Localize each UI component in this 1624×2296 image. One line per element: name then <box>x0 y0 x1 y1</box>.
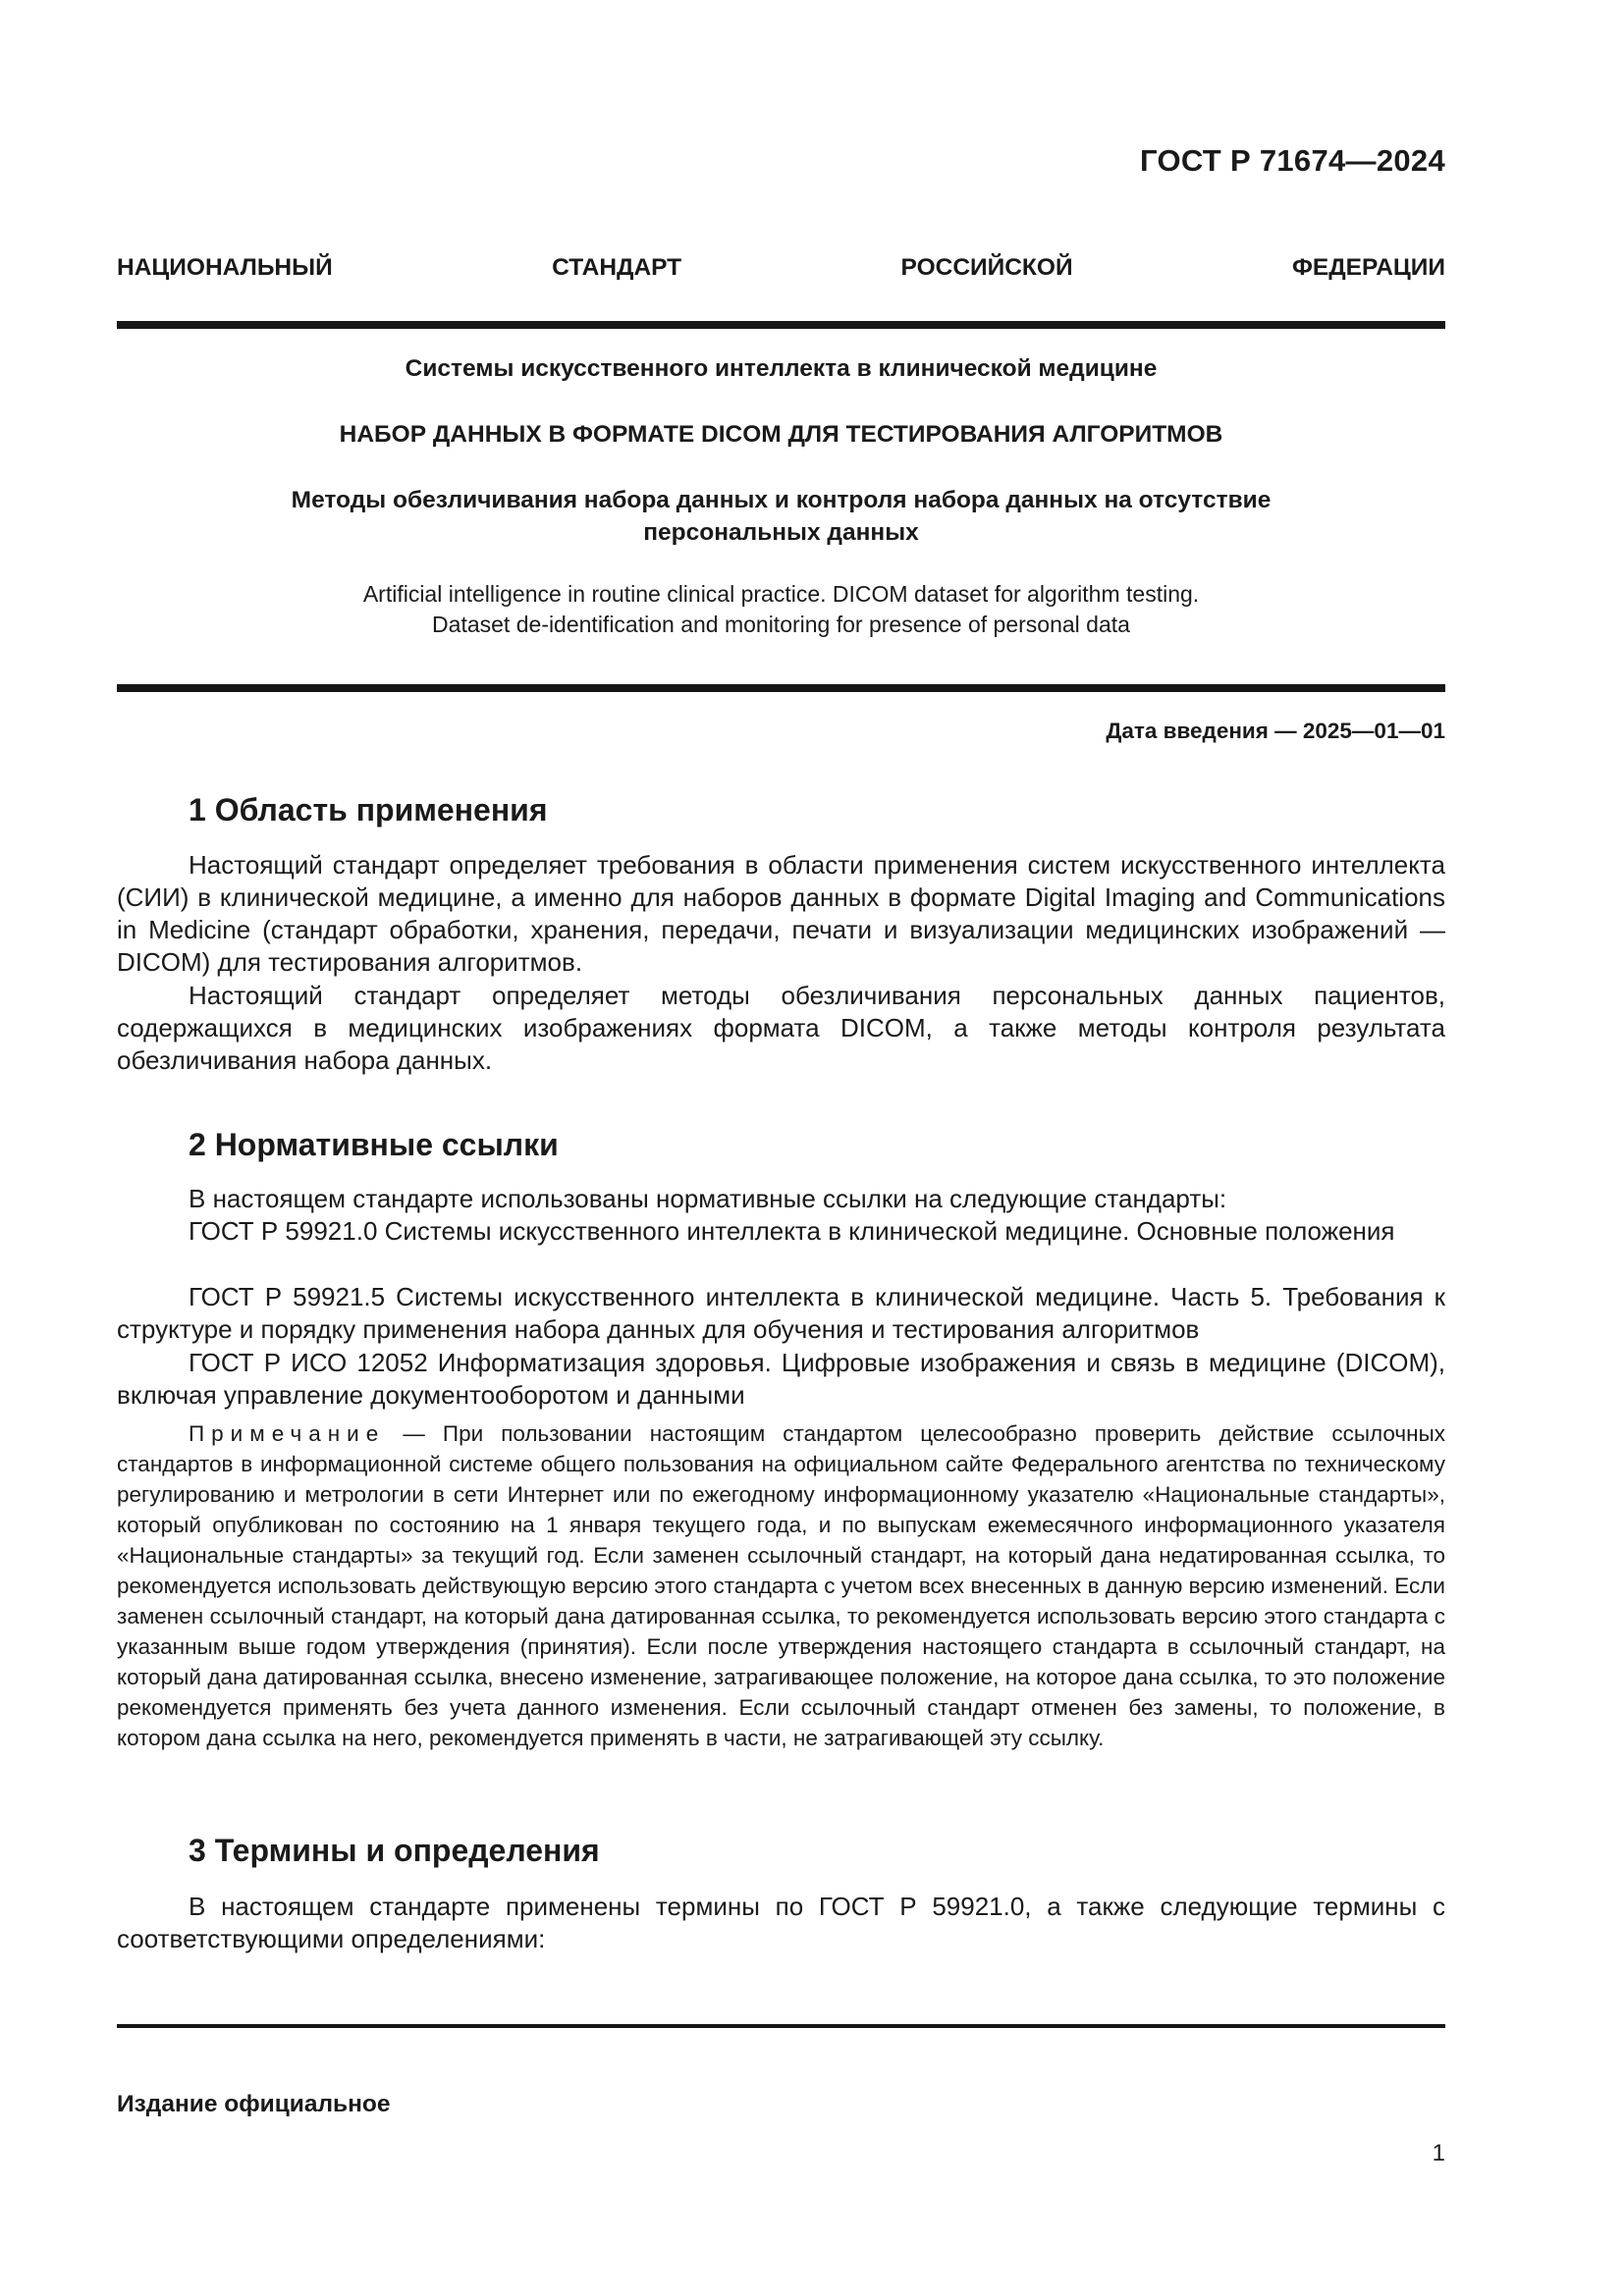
title-line-3a: Методы обезличивания набора данных и контроля набора данных на отсутствие <box>291 487 1272 513</box>
note-text: — При пользовании настоящим стандартом целесообразно проверить действие ссылочных стандартов в информационной системе общего пользования на официальном сайте Федерального агентства по техническому регулированию и метрологии в сети Интернет или по ежегодному информационному указателю «Национальные стандарты», который опубликован по состоянию на 1 января текущего года, и по выпускам ежемесячного информационного указателя «Национальные стандарты» за текущий год. Если заменен ссылочный стандарт, на который дана недатированная ссылка, то рекомендуется использовать действующую версию этого стандарта с учетом всех внесенных в данную версию изменений. Если заменен ссылочный стандарт, на который дана датированная ссылка, то рекомендуется использовать версию этого стандарта с указанным выше годом утверждения (принятия). Если после утверждения настоящего стандарта в ссылочный стандарт, на который дана датированная ссылка, внесено изменение, затрагивающее положение, на которое дана ссылка, то это положение рекомендуется применять без учета данного изменения. Если ссылочный стандарт отменен без замены, то положение, в котором дана ссылка на него, рекомендуется применять в части, не затрагивающей эту ссылку. <box>117 1421 1445 1750</box>
date-of-introduction: Дата введения — 2025—01—01 <box>1106 719 1445 743</box>
title-line-2: НАБОР ДАННЫХ В ФОРМАТЕ DICOM ДЛЯ ТЕСТИРОВАНИЯ АЛГОРИТМОВ <box>339 421 1223 448</box>
title-line-3 <box>117 484 1445 549</box>
title-rule <box>117 684 1445 692</box>
section-3-heading: 3 Термины и определения <box>189 1833 600 1868</box>
page-number: 1 <box>1432 2140 1445 2166</box>
normative-reference-1: ГОСТ Р 59921.0 Системы искусственного интеллекта в клинической медицине. Основные положения <box>189 1216 1395 1246</box>
section-2-intro: В настоящем стандарте использованы нормативные ссылки на следующие стандарты: <box>189 1184 1227 1213</box>
section-3-paragraph-1: В настоящем стандарте применены термины по ГОСТ Р 59921.0, а также следующие термины с соответствующими определениями: <box>117 1892 1445 1953</box>
header-rule <box>117 321 1445 329</box>
english-title-b: Dataset de-identification and monitoring for presence of personal data <box>432 612 1130 637</box>
normative-reference-2: ГОСТ Р 59921.5 Системы искусственного интеллекта в клинической медицине. Часть 5. Требования к структуре и порядку применения набора данных для обучения и тестирования алгоритмов <box>117 1282 1445 1344</box>
english-title <box>117 579 1445 640</box>
title-line-3b: персональных данных <box>643 519 919 546</box>
note-label: Примечание <box>189 1421 386 1446</box>
section-2-heading: 2 Нормативные ссылки <box>189 1127 559 1162</box>
normative-reference-3: ГОСТ Р ИСО 12052 Информатизация здоровья. Цифровые изображения и связь в медицине (DICOM), включая управление документооборотом и данными <box>117 1348 1445 1410</box>
english-title-a: Artificial intelligence in routine clinical practice. DICOM dataset for algorithm testing. <box>362 581 1200 607</box>
section-1-paragraph-1: Настоящий стандарт определяет требования в области применения систем искусственного интеллекта (СИИ) в клинической медицине, а именно для наборов данных в формате Digital Imaging and Communications in Medicine (стандарт обработки, хранения, передачи, печати и визуализации медицинских изображений — DICOM) для тестирования алгоритмов. <box>117 850 1445 977</box>
title-line-1: Системы искусственного интеллекта в клинической медицине <box>405 355 1158 382</box>
official-edition-label: Издание официальное <box>117 2091 391 2117</box>
footer-rule <box>117 2024 1445 2028</box>
note-paragraph <box>117 1418 1445 1753</box>
section-1-heading: 1 Область применения <box>189 792 548 828</box>
national-standard-banner: НАЦИОНАЛЬНЫЙ СТАНДАРТ РОССИЙСКОЙ ФЕДЕРАЦИИ <box>117 254 1445 281</box>
standard-designation: ГОСТ Р 71674—2024 <box>1140 143 1445 178</box>
section-1-paragraph-2: Настоящий стандарт определяет методы обезличивания персональных данных пациентов, содержащихся в медицинских изображениях формата DICOM, а также методы контроля результата обезличивания набора данных. <box>117 981 1445 1075</box>
